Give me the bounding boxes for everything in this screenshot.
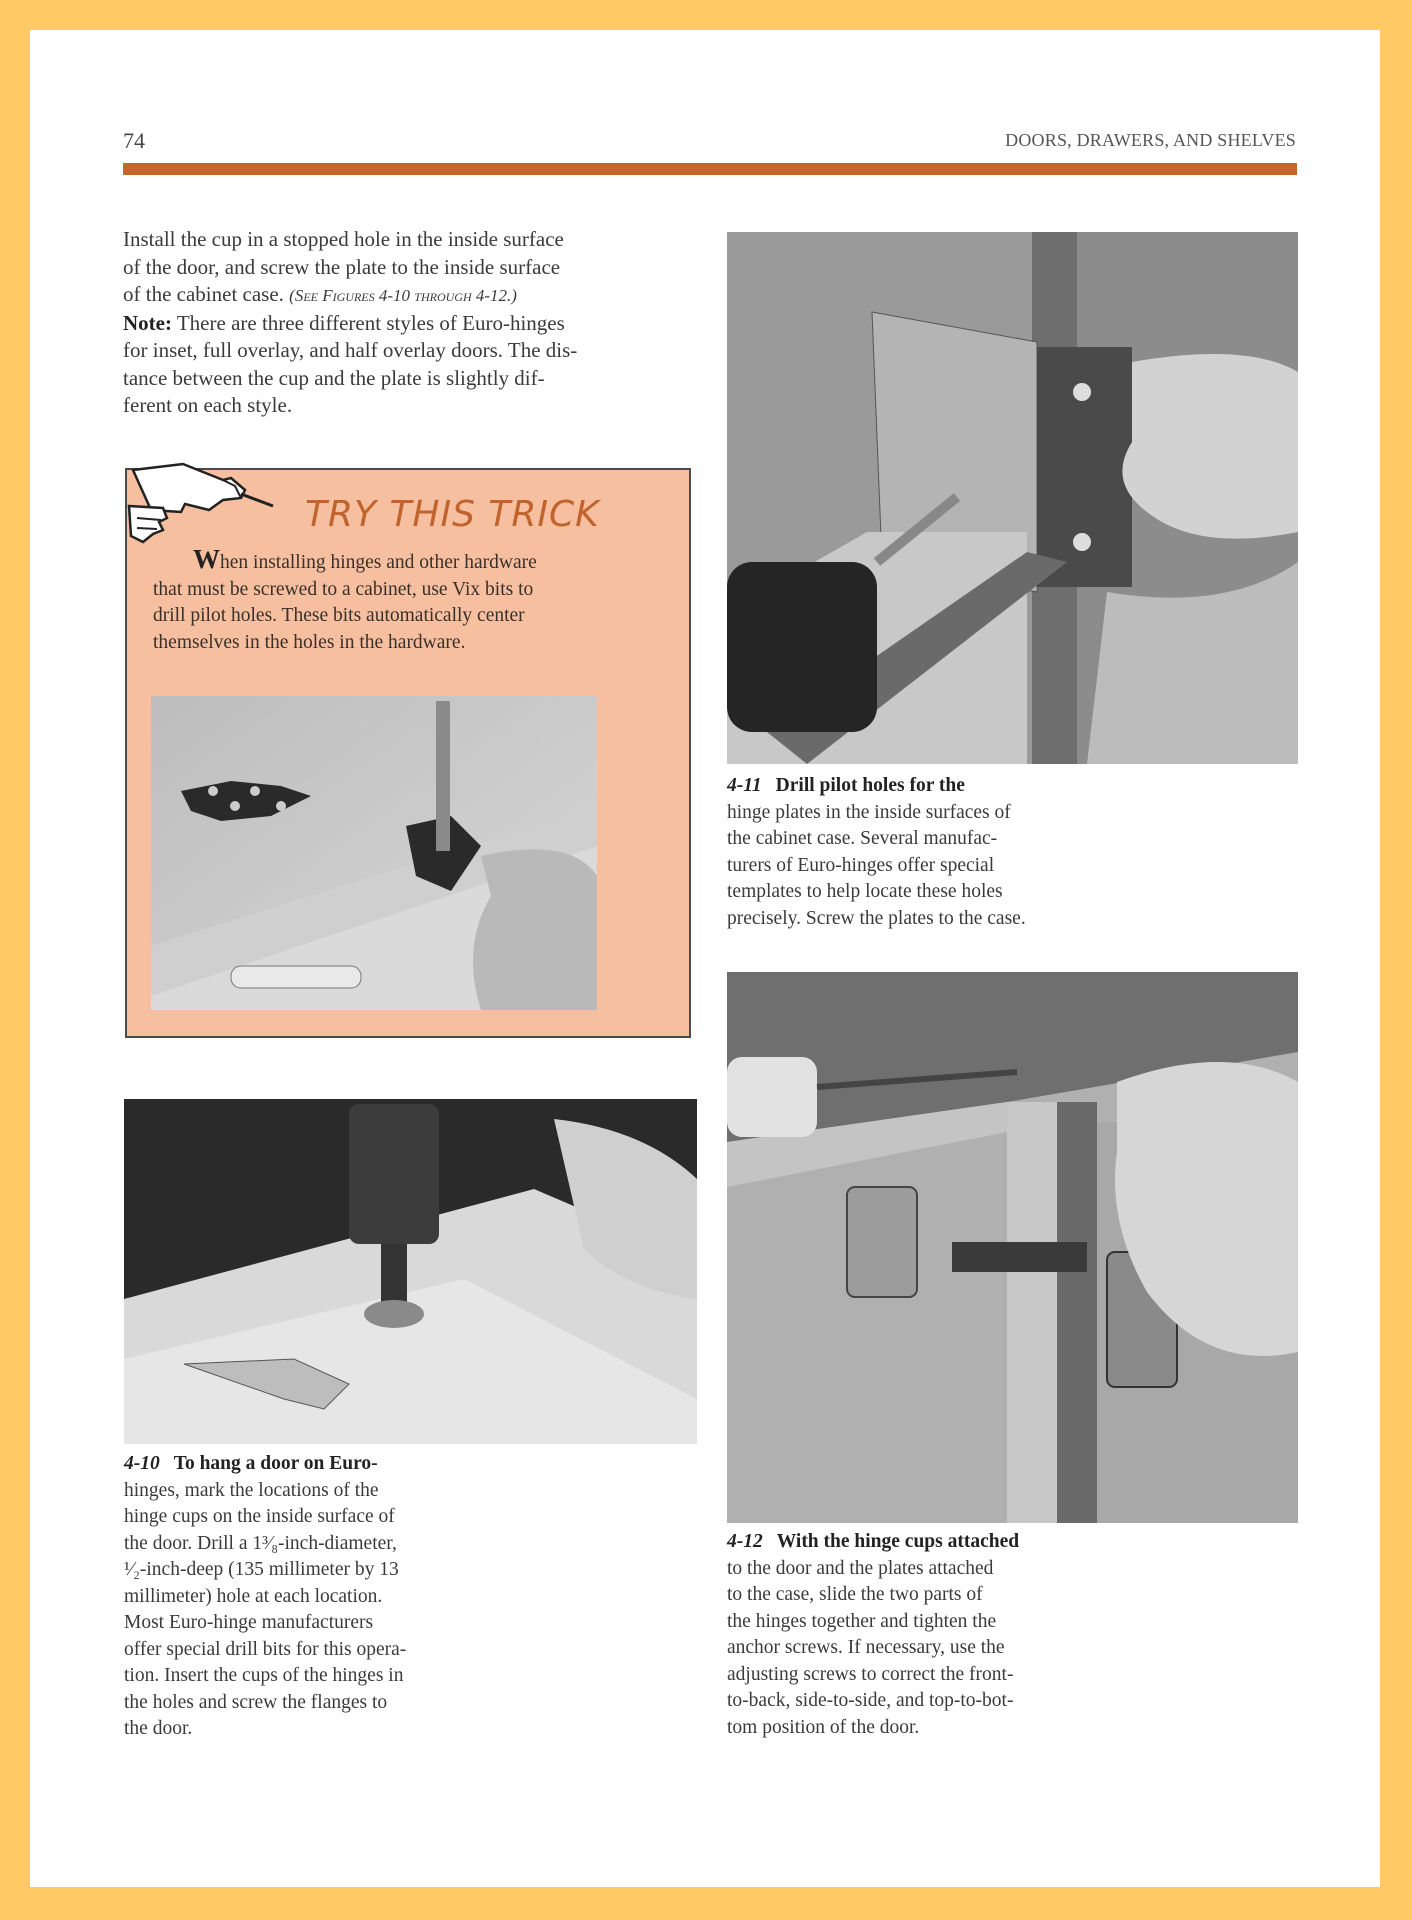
note-line: tance between the cup and the plate is slightly dif- <box>123 365 545 390</box>
drilling-pilot-holes-template-photo <box>727 232 1298 764</box>
caption-line: to-back, side-to-side, and top-to-bot- <box>727 1690 1014 1711</box>
caption-line: Most Euro-hinge manufacturers <box>124 1612 374 1633</box>
figure-4-11-image <box>727 232 1298 764</box>
trick-line: drill pilot holes. These bits automatically center <box>153 605 525 626</box>
caption-line: the hinges together and tighten the <box>727 1610 997 1632</box>
figure-4-12-caption <box>727 1529 1087 1741</box>
caption-line: the door. Drill a 1³⁄₈-inch-diameter, <box>124 1532 397 1554</box>
figure-4-12-image <box>727 972 1298 1523</box>
running-head: DOORS, DRAWERS, AND SHELVES <box>1005 130 1296 150</box>
note-line <box>123 310 683 338</box>
drill-in-hand-icon <box>123 462 293 544</box>
attaching-euro-hinge-to-plate-photo <box>727 972 1298 1523</box>
note-label: Note: <box>123 310 172 335</box>
try-this-trick-box <box>125 468 691 1038</box>
header-rule <box>123 163 1297 175</box>
caption-line: the holes and screw the flanges to <box>124 1691 388 1713</box>
note-text: There are three different styles of Euro-hinges <box>171 310 565 335</box>
caption-line: to the door and the plates attached <box>727 1557 994 1579</box>
caption-line: adjusting screws to correct the front- <box>727 1663 1014 1685</box>
figure-reference: (See Figures 4-10 through 4-12.) <box>289 286 517 305</box>
figure-number: 4-10 <box>124 1453 160 1474</box>
caption-heading <box>727 773 1072 800</box>
caption-line: offer special drill bits for this opera- <box>124 1638 407 1660</box>
caption-lead: To hang a door on Euro- <box>173 1453 378 1474</box>
figure-number: 4-11 <box>727 775 762 796</box>
caption-heading <box>124 1451 454 1478</box>
trick-line: that must be screwed to a cabinet, use Vix bits to <box>153 578 534 600</box>
drill-press-boring-hinge-cup-photo <box>124 1099 697 1444</box>
caption-line: the cabinet case. Several manufac- <box>727 828 998 849</box>
figure-4-10-caption <box>124 1451 454 1743</box>
dropcap: W <box>193 544 220 574</box>
caption-line: hinge plates in the inside surfaces of <box>727 801 1011 823</box>
body-line <box>123 281 683 310</box>
figure-4-11-caption <box>727 773 1072 932</box>
caption-line: hinge cups on the inside surface of <box>124 1506 395 1527</box>
caption-line: ¹⁄₂-inch-deep (135 millimeter by 13 <box>124 1559 399 1580</box>
caption-line: templates to help locate these holes <box>727 881 1003 902</box>
caption-line: millimeter) hole at each location. <box>124 1585 383 1607</box>
figure-4-10-image <box>124 1099 697 1444</box>
trick-text <box>153 546 653 656</box>
trick-photo-image <box>151 696 597 1010</box>
caption-lead: With the hinge cups attached <box>776 1531 1020 1552</box>
book-page <box>30 30 1380 1887</box>
trick-line-text: hen installing hinges and other hardware <box>220 552 537 573</box>
body-line: Install the cup in a stopped hole in the inside surface <box>123 227 564 251</box>
trick-title: TRY THIS TRICK <box>305 494 600 535</box>
caption-heading <box>727 1529 1087 1556</box>
vix-bit-drilling-hinge-photo <box>151 696 597 1010</box>
trick-line: themselves in the holes in the hardware. <box>153 631 466 653</box>
body-line: of the door, and screw the plate to the inside surface <box>123 254 561 279</box>
caption-line: precisely. Screw the plates to the case. <box>727 907 1026 929</box>
caption-line: turers of Euro-hinges offer special <box>727 854 995 876</box>
caption-line: tion. Insert the cups of the hinges in <box>124 1665 404 1686</box>
note-line: for inset, full overlay, and half overlay doors. The dis- <box>123 338 578 362</box>
caption-line: hinges, mark the locations of the <box>124 1479 379 1501</box>
caption-lead: Drill pilot holes for the <box>775 775 965 796</box>
trick-line <box>153 546 653 577</box>
caption-line: tom position of the door. <box>727 1716 920 1738</box>
note-line: ferent on each style. <box>123 393 293 417</box>
caption-line: to the case, slide the two parts of <box>727 1584 983 1605</box>
body-line-text: of the cabinet case. <box>123 282 284 306</box>
figure-number: 4-12 <box>727 1531 763 1552</box>
caption-line: anchor screws. If necessary, use the <box>727 1637 1005 1658</box>
page-number: 74 <box>123 128 145 153</box>
body-paragraph <box>123 226 683 420</box>
caption-line: the door. <box>124 1718 193 1739</box>
